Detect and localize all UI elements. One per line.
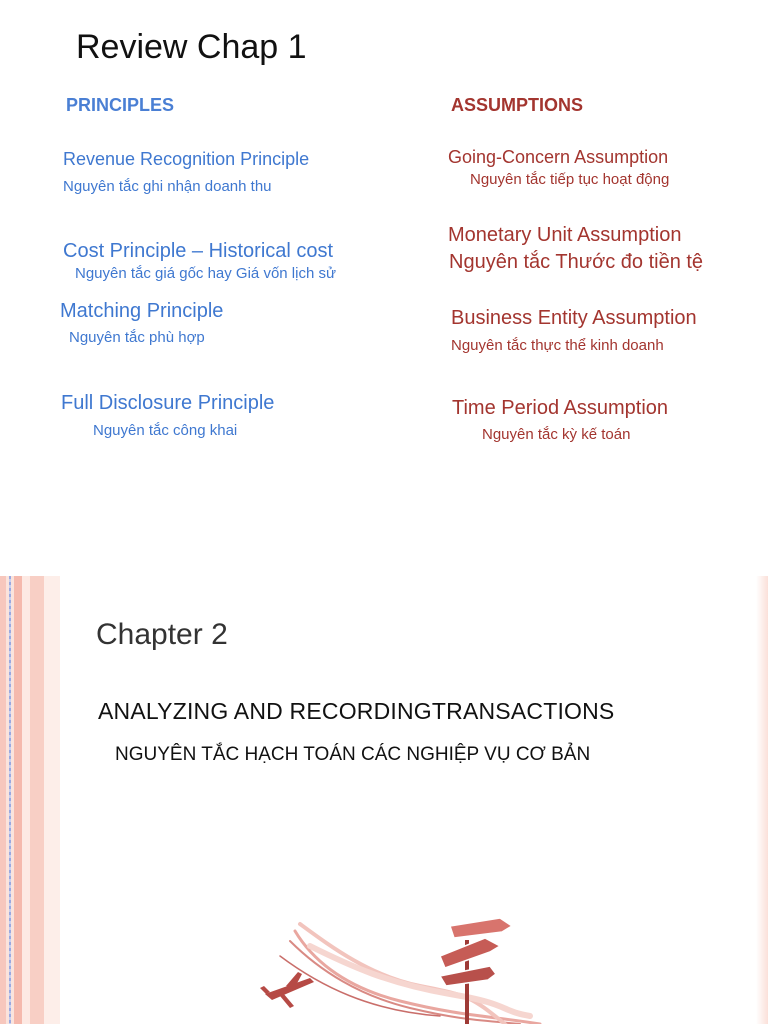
slide-title: Review Chap 1 (76, 28, 307, 66)
assumption-name: Time Period Assumption (452, 397, 669, 419)
assumption-vn: Nguyên tắc thực thể kinh doanh (451, 337, 664, 354)
principle-name: Revenue Recognition Principle (63, 149, 310, 169)
assumption-name: Business Entity Assumption (451, 307, 697, 329)
assumption-vn: Nguyên tắc kỳ kế toán (482, 426, 631, 443)
principle-vn: Nguyên tắc phù hợp (69, 329, 205, 346)
assumption-vn: Nguyên tắc tiếp tục hoạt động (470, 171, 670, 188)
principle-name: Full Disclosure Principle (61, 392, 275, 414)
decorative-stripes (0, 576, 60, 1024)
decorative-edge (756, 576, 768, 1024)
airplane-signpost-swirl-icon (250, 916, 550, 1024)
principle-name: Matching Principle (60, 300, 224, 322)
slide-chapter2 (0, 576, 768, 1024)
assumption-name: Monetary Unit Assumption (448, 224, 682, 246)
assumption-name: Going-Concern Assumption (448, 147, 669, 167)
chapter-subtitle-vn: NGUYÊN TẮC HẠCH TOÁN CÁC NGHIỆP VỤ CƠ BẢN (115, 744, 591, 765)
principle-vn: Nguyên tắc giá gốc hay Giá vốn lịch sử (75, 265, 337, 282)
chapter-title: Chapter 2 (96, 618, 228, 651)
principle-vn: Nguyên tắc ghi nhận doanh thu (63, 178, 272, 195)
principle-name: Cost Principle – Historical cost (63, 240, 334, 262)
principles-heading: PRINCIPLES (66, 95, 175, 115)
assumptions-heading: ASSUMPTIONS (451, 95, 584, 115)
chapter-subtitle-en: ANALYZING AND RECORDINGTRANSACTIONS (98, 698, 615, 724)
principle-vn: Nguyên tắc công khai (93, 422, 238, 439)
assumption-vn: Nguyên tắc Thước đo tiền tệ (449, 251, 704, 273)
